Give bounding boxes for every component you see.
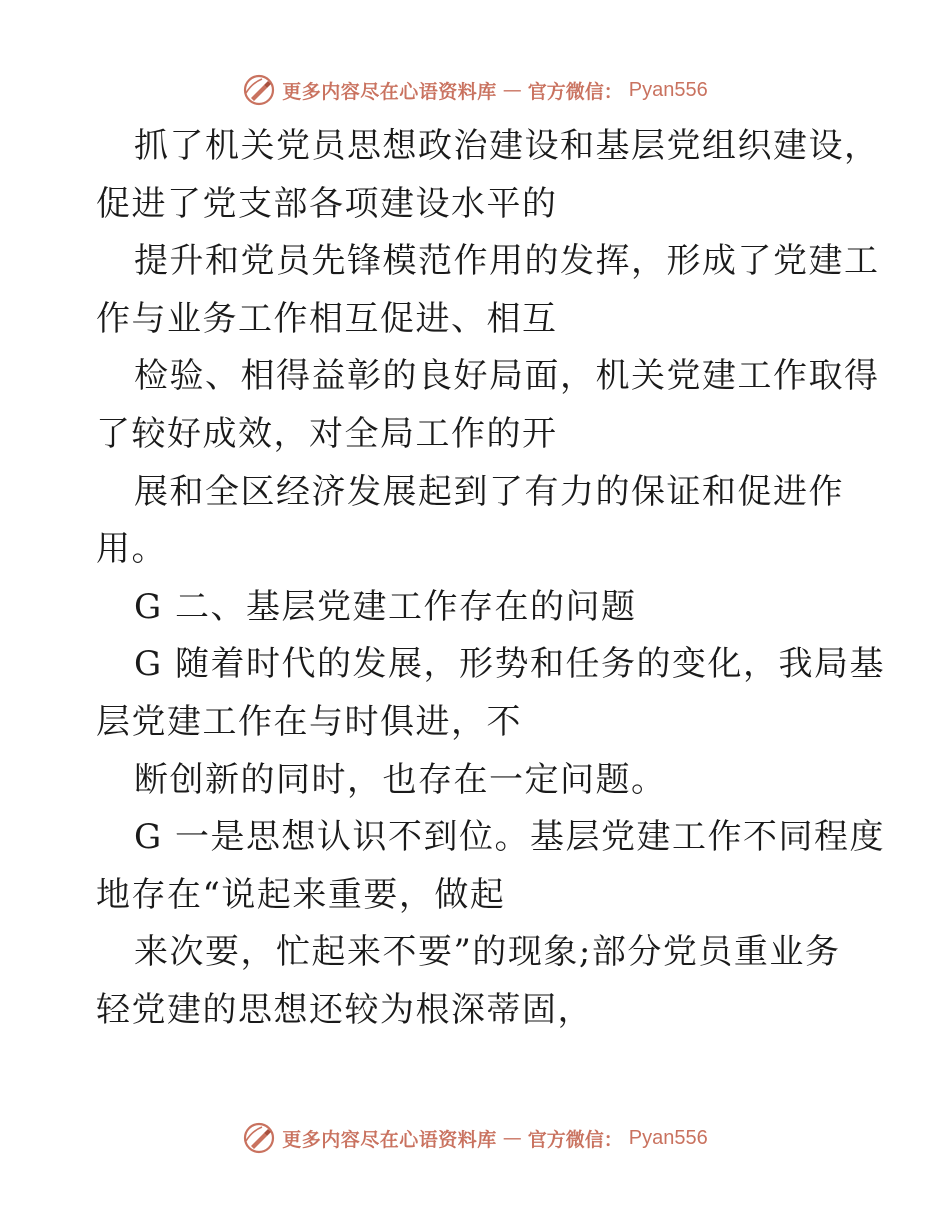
banner-wechat-label: 官方微信： (527, 1128, 623, 1151)
text-line: G 随着时代的发展，形势和任务的变化，我局基 (134, 644, 885, 685)
banner-wechat-id: Pyan556 (628, 1126, 708, 1149)
section-heading: G 二、基层党建工作存在的问题 (134, 586, 637, 627)
text-line: 促进了党支部各项建设水平的 (96, 183, 558, 224)
text-line: 来次要，忙起来不要”的现象;部分党员重业务 (134, 932, 841, 973)
banner-text: 更多内容尽在心语资料库 (282, 1128, 497, 1151)
text-line: G 一是思想认识不到位。基层党建工作不同程度 (134, 817, 885, 858)
text-line: 抓了机关党员思想政治建设和基层党组织建设， (134, 126, 880, 166)
banner-text: 更多内容尽在心语资料库 (282, 80, 497, 103)
text-line: 了较好成效，对全局工作的开 (96, 413, 558, 454)
text-line: 检验、相得益彰的良好局面，机关党建工作取得 (134, 356, 880, 397)
text-line: 展和全区经济发展起到了有力的保证和促进作 (134, 471, 844, 512)
text-line: 提升和党员先锋模范作用的发挥，形成了党建工 (134, 241, 880, 282)
text-line: 轻党建的思想还较为根深蒂固， (96, 989, 593, 1030)
body-text (96, 118, 885, 1040)
banner-wechat-label: 官方微信： (527, 80, 623, 103)
text-line: 层党建工作在与时俱进，不 (96, 701, 522, 742)
pen-logo-icon (242, 1121, 276, 1155)
pen-logo-icon (242, 73, 276, 107)
text-line: 断创新的同时，也存在一定问题。 (134, 759, 667, 800)
text-line: 作与业务工作相互促进、相互 (96, 298, 558, 339)
header-banner (0, 70, 950, 110)
text-line: 地存在“说起来重要，做起 (96, 874, 506, 915)
text-line: 用。 (96, 529, 167, 570)
banner-wechat-id: Pyan556 (628, 78, 708, 101)
banner-separator: — (502, 1127, 522, 1149)
banner-separator: — (502, 79, 522, 101)
footer-banner (0, 1118, 950, 1158)
